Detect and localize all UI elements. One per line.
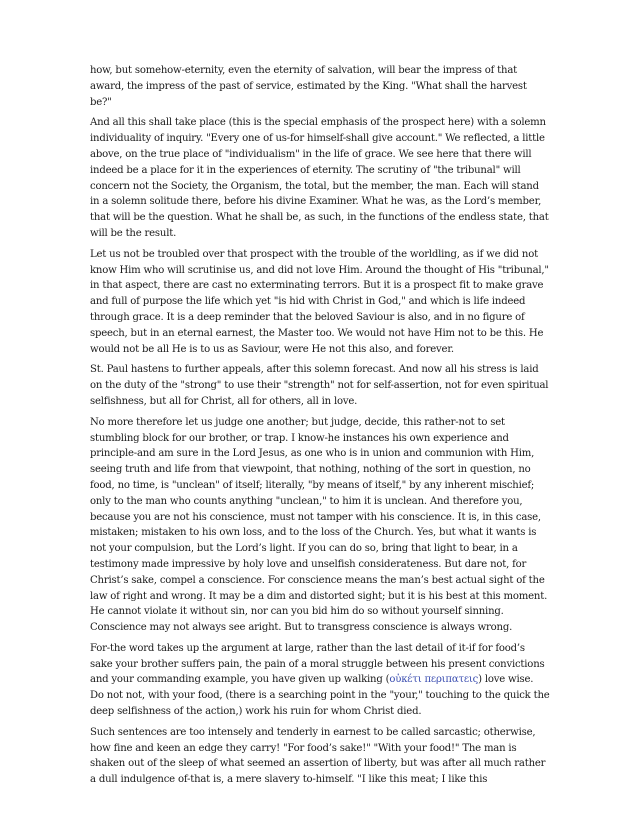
paragraph-5: No more therefore let us judge one another; but judge, decide, this rather-not to set stumbling block for our brother, or trap. I know-he instances his own experience and principle-and am sure in the Lord Jesus, as one who is in union and communion with Him, seeing truth and life from that viewpoint, that nothing, nothing of the sort in question, no food, no time, is "unclean" of itself; literally, "by means of itself," by any inherent mischief; only to the man who counts anything "unclean," to him it is unclean. And therefore you, because you are not his conscience, must not tamper with his conscience. It is, in this case, mistaken; mistaken to his own loss, and to the loss of the Church. Yes, but what it wants is not your compulsion, but the Lord’s light. If you can do so, bring that light to bear, in a testimony made impressive by holy love and unselfish considerateness. But dare not, for Christ’s sake, compel a conscience. For conscience means the man’s best actual sight of the law of right and wrong. It may be a dim and distorted sight; but it is his best at this moment. He cannot violate it without sin, nor can you bid him do so without yourself sinning. Conscience may not always see aright. But to transgress conscience is always wrong. <box>90 416 548 634</box>
paragraph-6 <box>90 641 550 720</box>
paragraph-7: Such sentences are too intensely and tenderly in earnest to be called sarcastic; otherwise, how fine and keen an edge they carry! "For food’s sake!" "With your food!" The man is shaken out of the sleep of what seemed an assertion of liberty, but was after all much rather a dull indulgence of-that is, a mere slavery to-himself. "I like this meat; I like this <box>90 726 546 786</box>
paragraph-4: St. Paul hastens to further appeals, after this solemn forecast. And now all his stress is laid on the duty of the "strong" to use their "strength" not for self-assertion, not for even spiritual selfishness, but all for Christ, all for others, all in love. <box>90 364 549 407</box>
paragraph-1: how, but somehow-eternity, even the eternity of salvation, will bear the impress of that award, the impress of the past of service, estimated by the King. "What shall the harvest be?" <box>90 65 527 108</box>
paragraph-3: Let us not be troubled over that prospect with the trouble of the worldling, as if we did not know Him who will scrutinise us, and did not love Him. Around the thought of His "tribunal," in that aspect, there are cast no exterminating terrors. But it is a prospect fit to make grave and full of purpose the life which yet "is hid with Christ in God," and which is life indeed through grace. It is a deep reminder that the beloved Saviour is also, and in no figure of speech, but in an eternal earnest, the Master too. We would not have Him not to be this. He would not be all He is to us as Saviour, were He not this also, and forever. <box>90 248 549 355</box>
paragraph-6-before: For-the word takes up the argument at large, rather than the last detail of it-if for food’s sake your brother suffers pain, the pain of a moral struggle between his present convictions and your commanding example, you have given up walking ( <box>90 642 545 686</box>
document-page <box>90 63 550 793</box>
paragraph-6-after: ) love wise. Do not not, with your food, (there is a searching point in the "your," touching to the quick the deep selfishness of the action,) work his ruin for whom Christ died. <box>90 674 550 718</box>
paragraph-2: And all this shall take place (this is the special emphasis of the prospect here) with a solemn individuality of inquiry. "Every one of us-for himself-shall give account." We reflected, a little above, on the true place of "individualism" in the life of grace. We see here that there will indeed be a place for it in the experiences of eternity. The scrutiny of "the tribunal" will concern not the Society, the Organism, the total, but the member, the man. Each will stand in a solemn solitude there, before his divine Examiner. What he was, as the Lord’s member, that will be the question. What he shall be, as such, in the functions of the endless state, that will be the result. <box>90 117 549 239</box>
greek-phrase-link[interactable]: οὐκέτι περιπατεις <box>389 674 479 686</box>
